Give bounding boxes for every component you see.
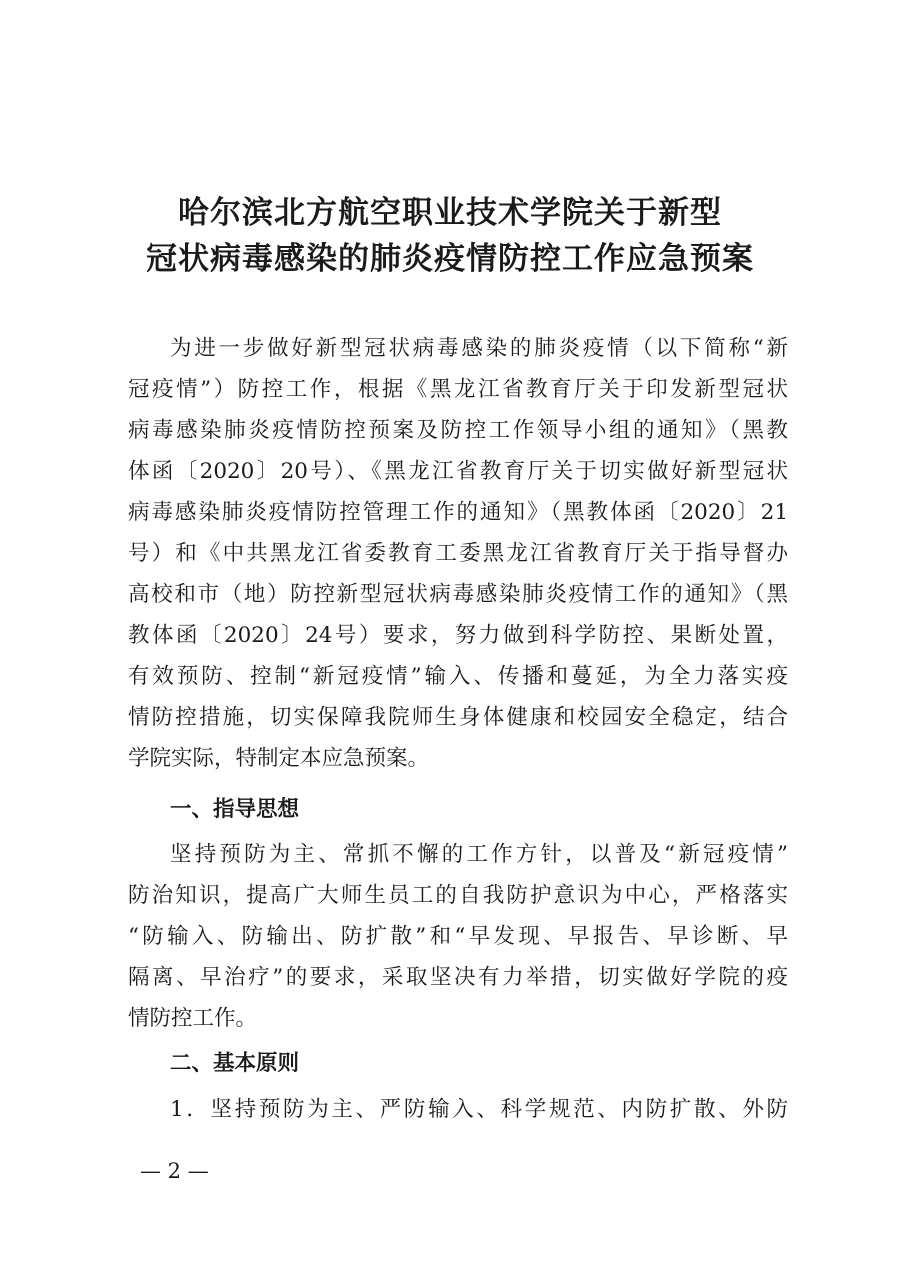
section1-line: “防输入、防输出、防扩散”和“早发现、早报告、早诊断、早: [128, 924, 788, 949]
section1-line: 隔离、早治疗”的要求，采取坚决有力举措，切实做好学院的疫: [128, 965, 788, 990]
section-heading-guiding-ideology: 一、指导思想: [170, 797, 300, 822]
section1-line: 坚持预防为主、常抓不懈的工作方针，以普及“新冠疫情”: [170, 842, 788, 867]
intro-line: 有效预防、控制“新冠疫情”输入、传播和蔓延，为全力落实疫: [128, 664, 788, 689]
section-heading-basic-principles: 二、基本原则: [170, 1051, 300, 1076]
intro-line: 病毒感染肺炎疫情防控预案及防控工作领导小组的通知》（黑教: [128, 418, 788, 443]
intro-line: 体函〔2020〕20号）、《黑龙江省教育厅关于切实做好新型冠状: [128, 459, 788, 484]
intro-line: 为进一步做好新型冠状病毒感染的肺炎疫情（以下简称“新: [170, 336, 788, 361]
intro-line: 冠疫情”）防控工作，根据《黑龙江省教育厅关于印发新型冠状: [128, 377, 788, 402]
document-title-line-2: 冠状病毒感染的肺炎疫情防控工作应急预案: [146, 241, 754, 277]
intro-line: 号）和《中共黑龙江省委教育工委黑龙江省教育厅关于指导督办: [128, 541, 788, 566]
document-title-line-1: 哈尔滨北方航空职业技术学院关于新型: [178, 195, 722, 231]
intro-line: 教体函〔2020〕24号）要求，努力做到科学防控、果断处置，: [128, 623, 788, 648]
section1-line: 情防控工作。: [128, 1006, 258, 1031]
section2-line: 1．坚持预防为主、严防输入、科学规范、内防扩散、外防: [170, 1097, 788, 1122]
intro-line: 情防控措施，切实保障我院师生身体健康和校园安全稳定，结合: [128, 705, 788, 730]
section1-line: 防治知识，提高广大师生员工的自我防护意识为中心，严格落实: [128, 883, 788, 908]
intro-line: 高校和市（地）防控新型冠状病毒感染肺炎疫情工作的通知》（黑: [128, 582, 788, 607]
intro-line: 学院实际，特制定本应急预案。: [128, 746, 430, 771]
page-number: — 2 —: [140, 1159, 209, 1183]
intro-line: 病毒感染肺炎疫情防控管理工作的通知》（黑教体函〔2020〕21: [128, 500, 788, 525]
